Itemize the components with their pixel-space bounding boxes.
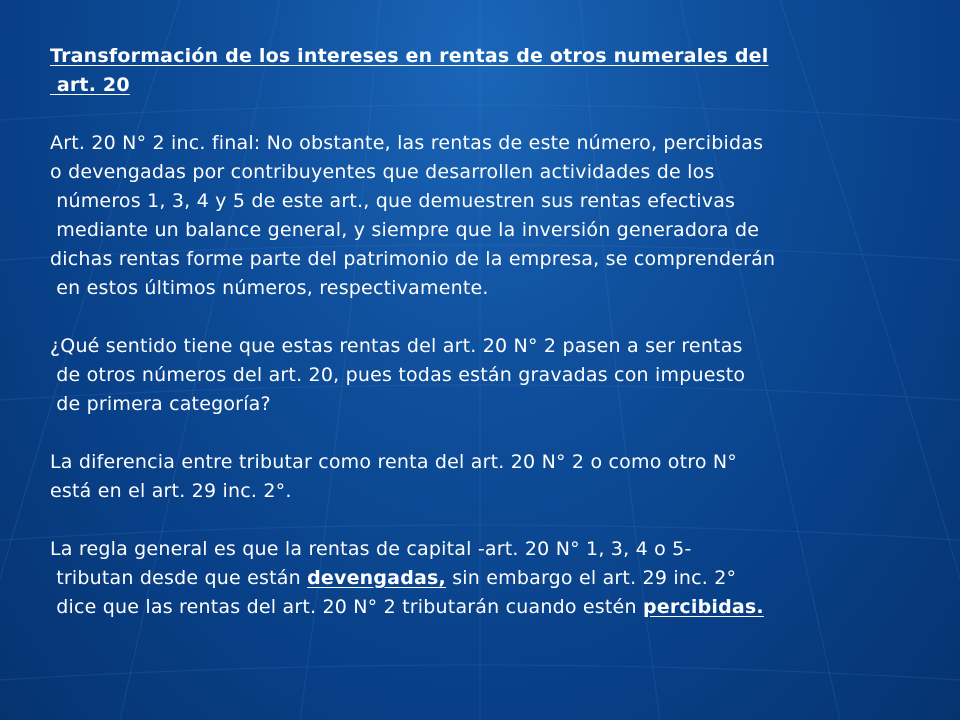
paragraph-difference: [50, 448, 950, 506]
paragraph-question: [50, 332, 950, 419]
text-segment: sin embargo el art. 29 inc. 2°: [445, 567, 737, 589]
paragraph-line-with-emphasis: [50, 593, 950, 622]
paragraph-line: mediante un balance general, y siempre que la inversión generadora de: [50, 219, 760, 241]
paragraph-line: La regla general es que la rentas de capital -art. 20 N° 1, 3, 4 o 5-: [50, 538, 692, 560]
spacer: [50, 419, 950, 448]
paragraph-general-rule: [50, 535, 950, 622]
paragraph-line: o devengadas por contribuyentes que desarrollen actividades de los: [50, 161, 715, 183]
paragraph-line: de otros números del art. 20, pues todas están gravadas con impuesto: [50, 364, 746, 386]
paragraph-line: está en el art. 29 inc. 2°.: [50, 480, 292, 502]
spacer: [50, 303, 950, 332]
emphasis-devengadas: devengadas,: [307, 567, 446, 589]
spacer: [50, 506, 950, 535]
paragraph-line: dichas rentas forme parte del patrimonio de la empresa, se comprenderán: [50, 248, 776, 270]
slide-title-line-2: art. 20: [50, 74, 130, 96]
paragraph-article-text: [50, 129, 950, 303]
text-segment: dice que las rentas del art. 20 N° 2 tributarán cuando estén: [50, 596, 643, 618]
paragraph-line-with-emphasis: [50, 564, 950, 593]
paragraph-line: números 1, 3, 4 y 5 de este art., que demuestren sus rentas efectivas: [50, 190, 736, 212]
paragraph-line: Art. 20 N° 2 inc. final: No obstante, las rentas de este número, percibidas: [50, 132, 764, 154]
slide-content: [50, 42, 950, 622]
text-segment: tributan desde que están: [50, 567, 308, 589]
slide-title-line-1: Transformación de los intereses en rentas de otros numerales del: [50, 45, 769, 67]
paragraph-line: de primera categoría?: [50, 393, 271, 415]
paragraph-line: en estos últimos números, respectivamente.: [50, 277, 489, 299]
paragraph-line: ¿Qué sentido tiene que estas rentas del art. 20 N° 2 pasen a ser rentas: [50, 335, 743, 357]
paragraph-line: La diferencia entre tributar como renta del art. 20 N° 2 o como otro N°: [50, 451, 738, 473]
spacer: [50, 100, 950, 129]
emphasis-percibidas: percibidas.: [642, 596, 764, 618]
